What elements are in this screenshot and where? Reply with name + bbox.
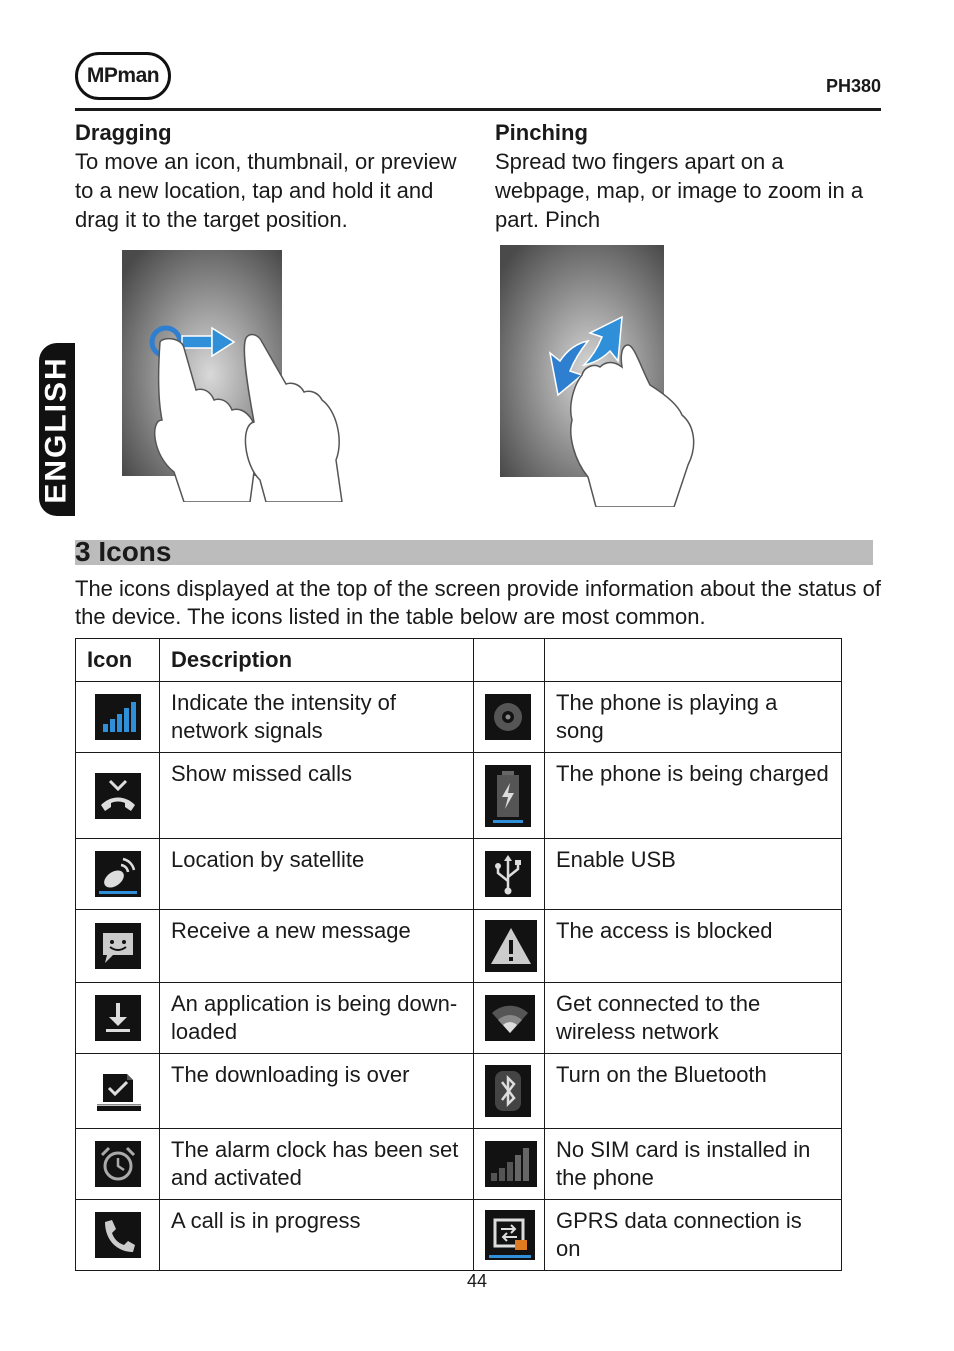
icon-cell bbox=[474, 983, 545, 1054]
description-cell: Enable USB bbox=[545, 839, 842, 910]
description-cell: The phone is playing a song bbox=[545, 682, 842, 753]
icon-cell bbox=[474, 753, 545, 839]
icon-cell bbox=[76, 682, 160, 753]
pinching-body: Spread two fingers apart on a webpage, map, or image to zoom in a part. Pinch bbox=[495, 149, 864, 232]
icons-table bbox=[75, 638, 842, 1271]
table-row bbox=[76, 839, 842, 910]
icon-cell bbox=[76, 1129, 160, 1200]
icon-cell bbox=[76, 1200, 160, 1271]
table-row bbox=[76, 1200, 842, 1271]
section-intro: The icons displayed at the top of the screen provide information about the status of the device. The icons listed in the table below are most common. bbox=[75, 576, 881, 629]
icon-cell bbox=[76, 983, 160, 1054]
music-disc-icon bbox=[485, 694, 531, 740]
warning-icon bbox=[485, 920, 537, 972]
table-row bbox=[76, 983, 842, 1054]
description-cell: GPRS data connection is on bbox=[545, 1200, 842, 1271]
header-rule bbox=[75, 108, 881, 111]
language-tab bbox=[39, 343, 75, 516]
description-cell: Get connected to the wireless network bbox=[545, 983, 842, 1054]
description-cell: An application is being down-loaded bbox=[160, 983, 474, 1054]
alarm-clock-icon bbox=[95, 1141, 141, 1187]
icon-cell bbox=[474, 910, 545, 983]
icon-cell bbox=[474, 1200, 545, 1271]
pinching-title: Pinching bbox=[495, 120, 588, 145]
header-icon-2 bbox=[474, 639, 545, 682]
description-cell: A call is in progress bbox=[160, 1200, 474, 1271]
section-title: 3 Icons bbox=[75, 536, 172, 567]
description-cell: The alarm clock has been set and activated bbox=[160, 1129, 474, 1200]
description-cell: Show missed calls bbox=[160, 753, 474, 839]
description-cell: The downloading is over bbox=[160, 1054, 474, 1129]
table-row bbox=[76, 910, 842, 983]
missed-call-icon bbox=[95, 773, 141, 819]
language-label: ENGLISH bbox=[40, 355, 74, 504]
icon-cell bbox=[76, 1054, 160, 1129]
table-row bbox=[76, 682, 842, 753]
icon-cell bbox=[76, 910, 160, 983]
phone-call-icon bbox=[95, 1212, 141, 1258]
usb-icon bbox=[485, 851, 531, 897]
icon-cell bbox=[76, 839, 160, 910]
satellite-icon bbox=[95, 851, 141, 897]
logo-text: MPman bbox=[86, 64, 160, 87]
description-cell: The access is blocked bbox=[545, 910, 842, 983]
description-cell: The phone is being charged bbox=[545, 753, 842, 839]
icon-cell bbox=[474, 1054, 545, 1129]
section-bar bbox=[75, 540, 873, 565]
pinching-illustration bbox=[498, 245, 708, 507]
description-cell: Receive a new message bbox=[160, 910, 474, 983]
gprs-data-icon bbox=[485, 1210, 535, 1260]
header-description-2 bbox=[545, 639, 842, 682]
description-cell: Indicate the intensity of network signals bbox=[160, 682, 474, 753]
table-header-row bbox=[76, 639, 842, 682]
bluetooth-icon bbox=[485, 1065, 531, 1117]
dragging-body: To move an icon, thumbnail, or preview to a new location, tap and hold it and drag it to the target position. bbox=[75, 149, 457, 232]
wifi-icon bbox=[485, 995, 535, 1041]
signal-bars-icon bbox=[95, 694, 141, 740]
mpman-logo bbox=[75, 52, 171, 100]
description-cell: No SIM card is installed in the phone bbox=[545, 1129, 842, 1200]
pinching-column bbox=[495, 118, 885, 234]
no-sim-signal-icon bbox=[485, 1141, 537, 1187]
dragging-title: Dragging bbox=[75, 120, 172, 145]
icon-cell bbox=[76, 753, 160, 839]
header-description: Description bbox=[160, 639, 474, 682]
message-icon bbox=[95, 923, 141, 969]
download-icon bbox=[95, 995, 141, 1041]
icon-cell bbox=[474, 1129, 545, 1200]
page-number: 44 bbox=[466, 1271, 488, 1291]
table-row bbox=[76, 1054, 842, 1129]
battery-charging-icon bbox=[485, 765, 531, 827]
download-complete-icon bbox=[95, 1068, 141, 1114]
description-cell: Turn on the Bluetooth bbox=[545, 1054, 842, 1129]
dragging-column bbox=[75, 118, 465, 234]
table-row bbox=[76, 1129, 842, 1200]
header-icon: Icon bbox=[76, 639, 160, 682]
icon-cell bbox=[474, 682, 545, 753]
description-cell: Location by satellite bbox=[160, 839, 474, 910]
model-number: PH380 bbox=[825, 76, 881, 96]
dragging-illustration bbox=[122, 250, 352, 502]
table-row bbox=[76, 753, 842, 839]
icon-cell bbox=[474, 839, 545, 910]
